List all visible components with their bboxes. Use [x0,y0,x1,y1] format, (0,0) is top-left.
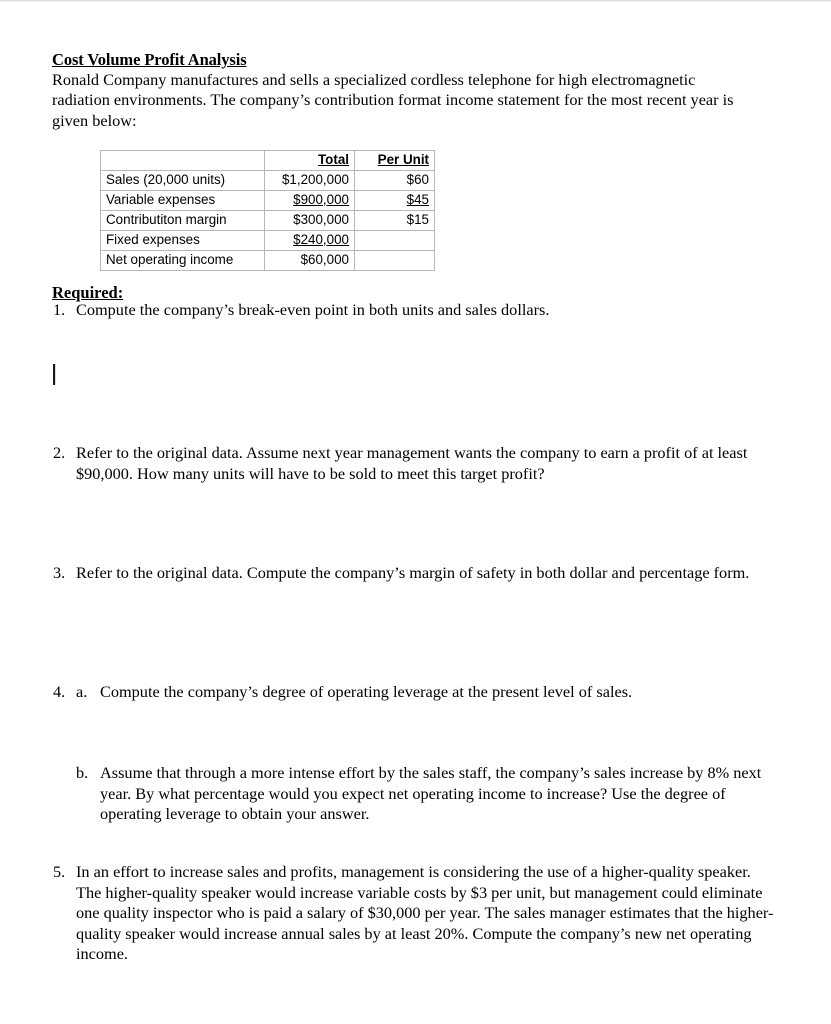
value-total-sales: $1,200,000 [281,172,349,187]
question-4a-letter: a. [76,682,88,701]
question-5-text: In an effort to increase sales and profits, management is considering the use of a higher-quality speaker. The higher-quality speaker would increase variable costs by $3 per unit, but management could eliminate one quality inspector who is paid a salary of $30,000 per year. The sales manager estimates that the higher-quality speaker would increase annual sales by at least 20%. Compute the company’s new net operating income. [76,862,774,964]
row-total-variable-expenses [265,191,355,211]
header-per-unit-label: Per Unit [377,152,429,167]
value-per-unit-variable-expenses: $45 [406,192,429,207]
question-1-text: Compute the company’s break-even point in both units and sales dollars. [76,300,550,319]
row-label-fixed-expenses: Fixed expenses [101,231,265,251]
header-total-label: Total [318,152,349,167]
value-per-unit-contribution-margin: $15 [406,212,429,227]
row-per-unit-sales [355,171,435,191]
table-row [101,251,435,271]
row-total-sales [265,171,355,191]
table-header-row [101,151,435,171]
row-label-contribution-margin: Contributiton margin [101,211,265,231]
header-total-cell [265,151,355,171]
question-4b-text: Assume that through a more intense effort by the sales staff, the company’s sales increase by 8% next year. By what percentage would you expect net operating income to increase? Use the degree of operating leverage to obtain your answer. [100,763,762,824]
value-total-fixed-expenses: $240,000 [293,232,349,247]
row-label-variable-expenses: Variable expenses [101,191,265,211]
table-row [101,231,435,251]
question-4-number: 4. [53,682,66,701]
row-per-unit-variable-expenses [355,191,435,211]
question-4a-text: Compute the company’s degree of operating leverage at the present level of sales. [100,682,633,701]
question-item-5 [53,862,777,965]
question-item-3 [53,563,753,584]
question-2-text: Refer to the original data. Assume next year management wants the company to earn a profit of at least $90,000. How many units will have to be sold to meet this target profit? [76,443,748,483]
row-total-fixed-expenses [265,231,355,251]
header-blank-cell [101,151,265,171]
row-per-unit-net-operating-income [355,251,435,271]
question-5-number: 5. [53,862,66,881]
row-per-unit-contribution-margin [355,211,435,231]
question-item-1 [53,300,753,321]
intro-paragraph: Ronald Company manufactures and sells a specialized cordless telephone for high electromagnetic radiation environments. The company’s contribution format income statement for the most recent year is given below: [52,70,734,130]
income-statement-table-wrapper [100,150,435,271]
value-total-variable-expenses: $900,000 [293,192,349,207]
value-total-contribution-margin: $300,000 [293,212,349,227]
row-total-contribution-margin [265,211,355,231]
question-item-4a [53,682,753,703]
value-per-unit-sales: $60 [406,172,429,187]
income-statement-table [100,150,435,271]
question-3-text: Refer to the original data. Compute the company’s margin of safety in both dollar and percentage form. [76,563,750,582]
question-item-2 [53,443,777,484]
row-per-unit-fixed-expenses [355,231,435,251]
header-per-unit-cell [355,151,435,171]
page-title: Cost Volume Profit Analysis [52,50,247,69]
table-row [101,191,435,211]
value-total-net-operating-income: $60,000 [300,252,349,267]
question-1-number: 1. [53,300,66,319]
row-label-net-operating-income: Net operating income [101,251,265,271]
table-row [101,211,435,231]
row-total-net-operating-income [265,251,355,271]
question-item-4b [76,763,776,825]
table-row [101,171,435,191]
row-label-sales: Sales (20,000 units) [101,171,265,191]
required-section-heading: Required: [52,283,124,302]
text-caret[interactable] [53,364,55,385]
question-2-number: 2. [53,443,66,462]
question-3-number: 3. [53,563,66,582]
question-4b-letter: b. [76,763,89,782]
